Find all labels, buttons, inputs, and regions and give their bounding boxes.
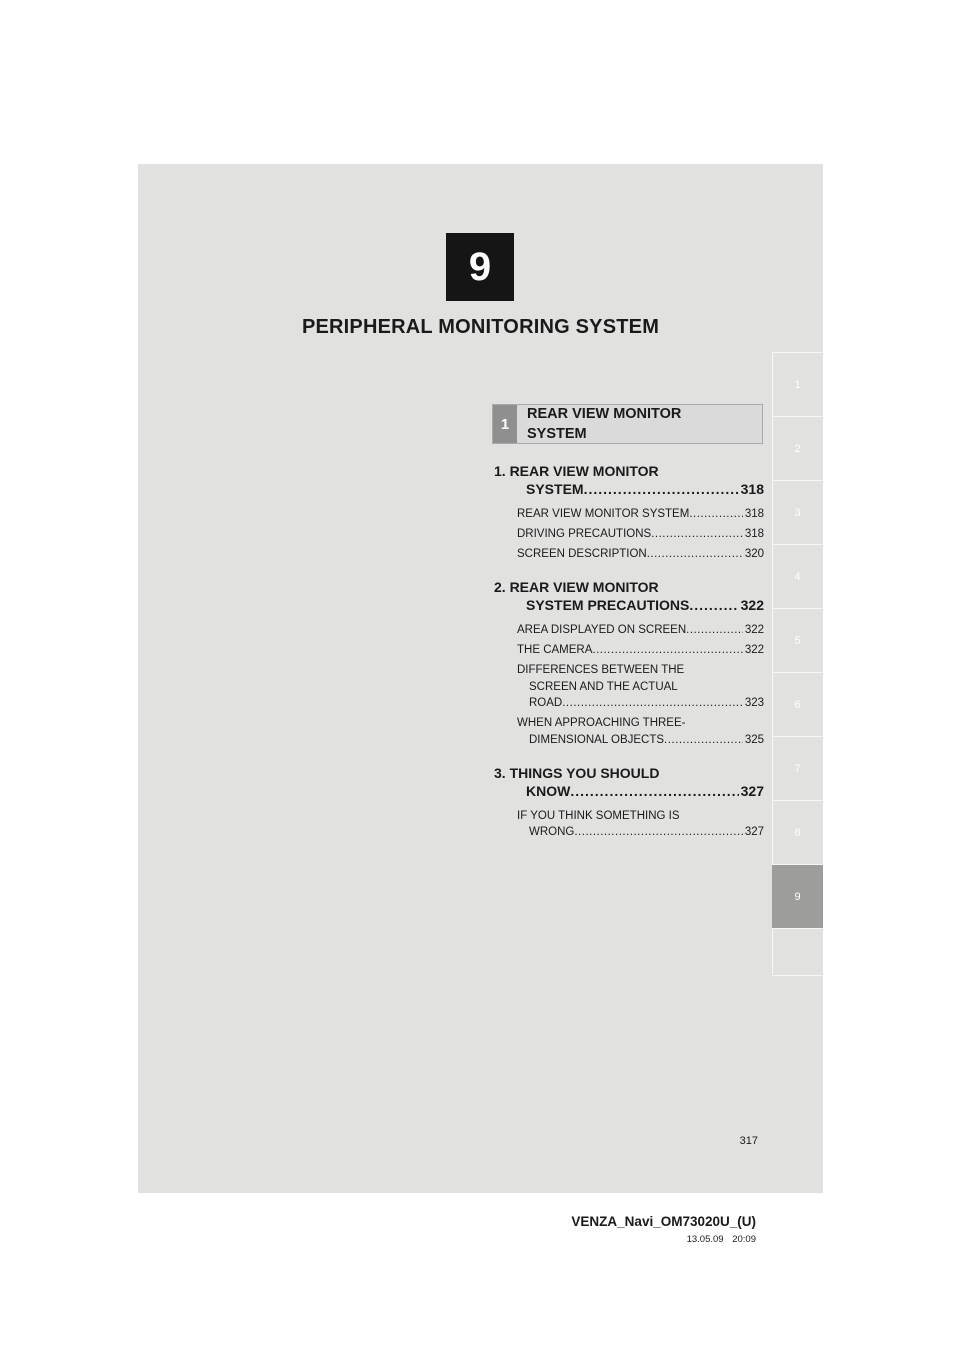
side-tab-5[interactable]: 5: [772, 608, 823, 672]
toc-major-1[interactable]: [492, 462, 764, 498]
toc-major-1-line2: SYSTEM: [526, 481, 584, 497]
toc-item[interactable]: THE CAMERA ..... 322: [517, 642, 764, 659]
toc-item[interactable]: DRIVING PRECAUTIONS ..... 318: [517, 526, 764, 543]
page-number: 317: [739, 1135, 758, 1147]
toc-major-3-line2: KNOW: [526, 782, 571, 799]
footer-doc-code: VENZA_Navi_OM73020U_(U): [571, 1214, 756, 1229]
chapter-number-box: 9: [446, 233, 514, 301]
toc-item[interactable]: SCREEN DESCRIPTION ..... 320: [517, 546, 764, 563]
section-title-line1: REAR VIEW MONITOR: [527, 406, 682, 422]
toc-item[interactable]: IF YOU THINK SOMETHING IS WRONG ..... 327: [517, 808, 764, 841]
side-tab-8[interactable]: 8: [772, 800, 823, 864]
section-title: [517, 405, 681, 443]
toc-major-2-line1: 2. REAR VIEW MONITOR: [494, 579, 659, 595]
toc-item[interactable]: WHEN APPROACHING THREE- DIMENSIONAL OBJECTS ..... 325: [517, 715, 764, 748]
toc-major-2-page: 322: [740, 597, 764, 613]
toc-major-3-line1: 3. THINGS YOU SHOULD: [494, 764, 660, 781]
side-tab-1[interactable]: 1: [772, 352, 823, 416]
side-tab-4[interactable]: 4: [772, 544, 823, 608]
side-tab-7[interactable]: 7: [772, 736, 823, 800]
toc-major-2[interactable]: [492, 578, 764, 614]
toc-major-3[interactable]: [492, 764, 764, 800]
section-header: [492, 404, 763, 444]
toc-item[interactable]: AREA DISPLAYED ON SCREEN ..... 322: [517, 622, 764, 639]
toc-major-1-page: 318: [740, 481, 764, 497]
toc-item[interactable]: DIFFERENCES BETWEEN THE SCREEN AND THE ACTUAL ROAD ..... 323: [517, 662, 764, 712]
section-number: 1: [493, 405, 517, 443]
chapter-title: PERIPHERAL MONITORING SYSTEM: [301, 316, 660, 338]
toc-major-2-line2: SYSTEM PRECAUTIONS: [526, 597, 690, 613]
side-tab-end: [772, 928, 823, 976]
toc-major-1-line1: 1. REAR VIEW MONITOR: [494, 463, 659, 479]
section-title-line2: SYSTEM: [527, 426, 587, 442]
side-tab-2[interactable]: 2: [772, 416, 823, 480]
toc-major-3-page: 327: [740, 782, 764, 799]
table-of-contents: [492, 462, 764, 844]
side-tab-strip: [772, 352, 823, 976]
footer-timestamp: 13.05.09 20:09: [686, 1234, 756, 1245]
side-tab-9[interactable]: 9: [772, 864, 823, 928]
toc-item[interactable]: REAR VIEW MONITOR SYSTEM ..... 318: [517, 506, 764, 523]
side-tab-3[interactable]: 3: [772, 480, 823, 544]
side-tab-6[interactable]: 6: [772, 672, 823, 736]
